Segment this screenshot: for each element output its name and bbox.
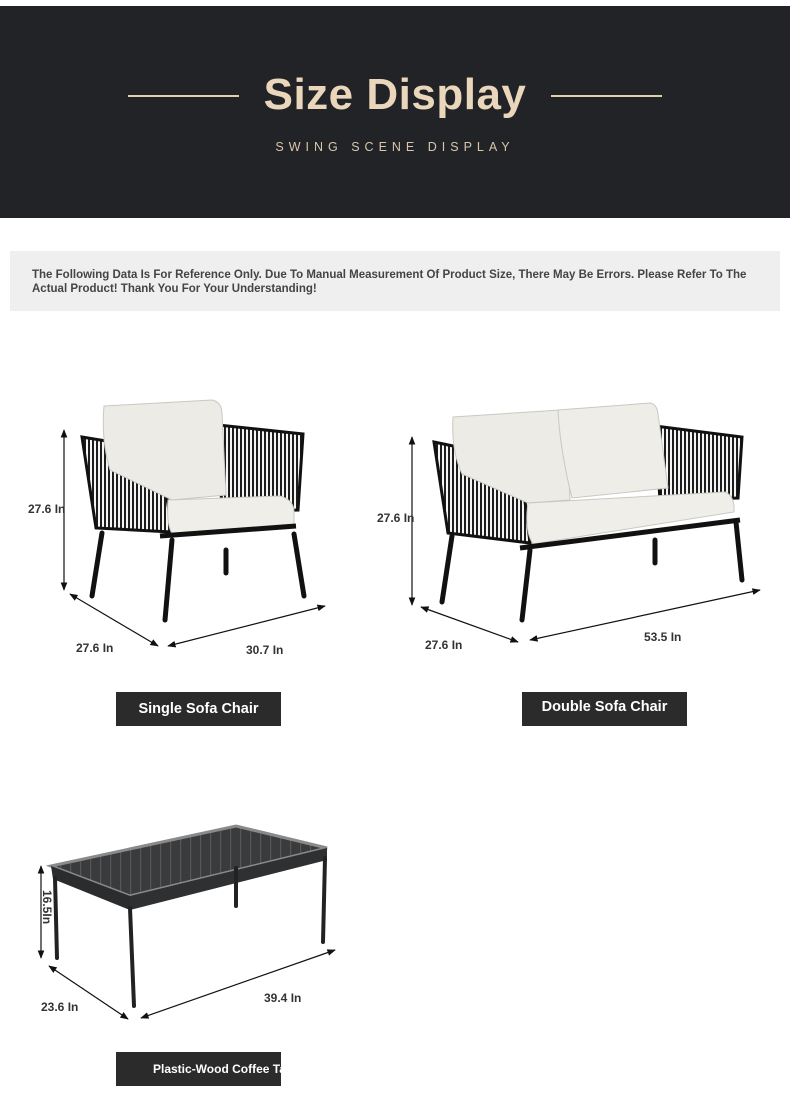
double-sofa-height-label: 27.6 In — [377, 511, 415, 525]
double-sofa-chair-label: Double Sofa Chair — [522, 692, 687, 726]
page-title: Size Display — [263, 70, 527, 119]
single-sofa-chair-label: Single Sofa Chair — [116, 692, 281, 726]
coffee-table-label: Plastic-Wood Coffee Table — [116, 1052, 281, 1086]
single-sofa-height-label: 27.6 In — [28, 502, 66, 516]
double-sofa-chair-image — [412, 403, 760, 642]
single-sofa-depth-label: 27.6 In — [76, 641, 114, 655]
disclaimer-text: The Following Data Is For Reference Only. Due To Manual Measurement Of Product Size, There May Be Errors. Please Refer To The Actual Product! Thank You For Your Understanding! — [32, 269, 747, 295]
single-sofa-chair-image — [64, 400, 325, 646]
coffee-table-depth-label: 23.6 In — [41, 1000, 79, 1014]
double-sofa-depth-label: 27.6 In — [425, 638, 463, 652]
coffee-table-width-label: 39.4 In — [264, 991, 302, 1005]
single-sofa-width-label: 30.7 In — [246, 643, 284, 657]
page-subtitle: SWING SCENE DISPLAY — [275, 140, 515, 154]
double-sofa-width-label: 53.5 In — [644, 630, 682, 644]
coffee-table-height-label: 16.5In — [40, 890, 54, 925]
